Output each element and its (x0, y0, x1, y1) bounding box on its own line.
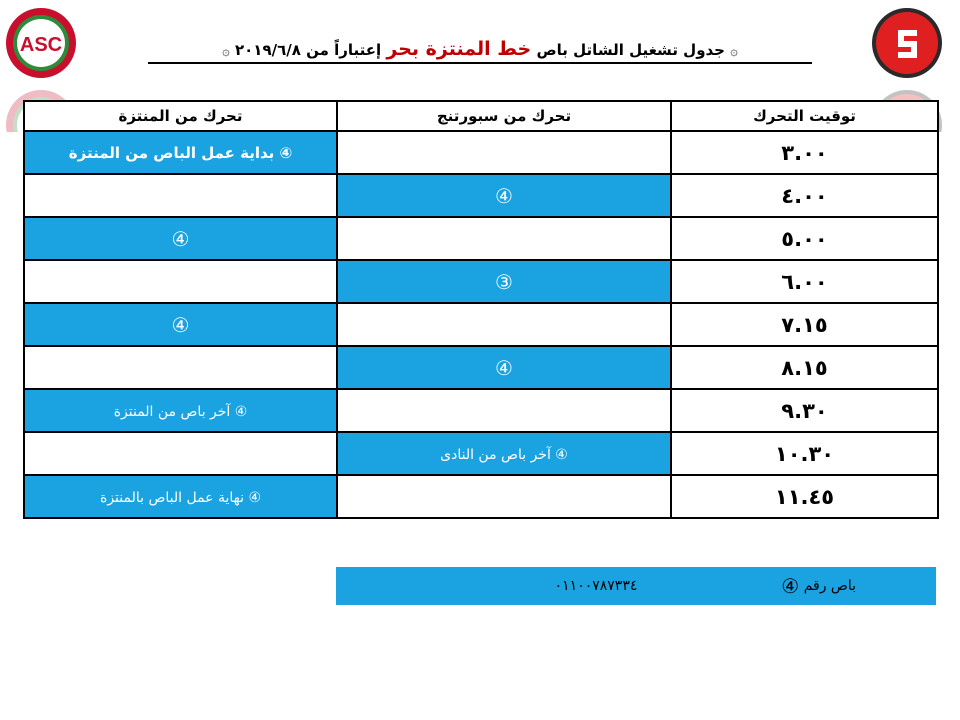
cell-sporting (337, 389, 671, 432)
cell-montaza (24, 432, 337, 475)
cell-montaza (24, 303, 337, 346)
cell-montaza (24, 217, 337, 260)
ornament-right: ۞ (730, 44, 738, 59)
table-row (24, 303, 938, 346)
cell-time: ١٠.٣٠ (671, 432, 938, 475)
bus-number-badge: ③ (495, 269, 513, 294)
cell-montaza (24, 260, 337, 303)
schedule-table (23, 100, 939, 519)
cell-sporting (337, 475, 671, 518)
contact-phone: ٠١١٠٠٧٨٧٣٣٤ (554, 578, 638, 594)
cell-montaza (24, 389, 337, 432)
header-montaza: تحرك من المنتزة (24, 101, 337, 131)
bus-number-badge: ④ (171, 226, 190, 251)
cell-time: ٩.٣٠ (671, 389, 938, 432)
header-time: توقيت التحرك (671, 101, 938, 131)
bus-number: ④ (781, 574, 800, 598)
cell-note: ④ نهاية عمل الباص بالمنتزة (99, 490, 262, 506)
cell-montaza (24, 174, 337, 217)
table-row (24, 389, 938, 432)
page-title (148, 38, 812, 64)
table-row (24, 217, 938, 260)
cell-montaza (24, 346, 337, 389)
cell-time: ٣.٠٠ (671, 131, 938, 174)
cell-note: ④ بداية عمل الباص من المنتزة (68, 144, 293, 162)
cell-montaza (24, 475, 337, 518)
title-highlight: خط المنتزة بحر (386, 38, 532, 60)
header-sporting: تحرك من سبورتنج (337, 101, 671, 131)
cell-time: ١١.٤٥ (671, 475, 938, 518)
table-row (24, 260, 938, 303)
cell-sporting (337, 303, 671, 346)
asc-logo-text: ASC (19, 34, 63, 56)
cell-time: ٨.١٥ (671, 346, 938, 389)
bus-number-badge: ④ (171, 312, 190, 337)
cell-sporting (337, 260, 671, 303)
bus-label-group (736, 574, 936, 598)
table-header-row (24, 101, 938, 131)
cell-sporting (337, 131, 671, 174)
table-row (24, 346, 938, 389)
bus-info-bar (336, 567, 936, 605)
bus-label: باص رقم (803, 578, 856, 594)
schedule-body (24, 131, 938, 518)
cell-sporting (337, 217, 671, 260)
cell-note: ④ آخر باص من النادى (440, 447, 568, 463)
cell-montaza (24, 131, 337, 174)
bus-number-badge: ④ (495, 355, 513, 380)
asc-club-logo (4, 6, 78, 80)
cell-time: ٦.٠٠ (671, 260, 938, 303)
table-row (24, 131, 938, 174)
bus-number-badge: ④ (495, 183, 513, 208)
cell-time: ٧.١٥ (671, 303, 938, 346)
cell-note: ④ آخر باص من المنتزة (113, 404, 248, 420)
cell-sporting (337, 174, 671, 217)
table-row (24, 432, 938, 475)
cell-time: ٤.٠٠ (671, 174, 938, 217)
cell-sporting (337, 346, 671, 389)
s-shield-icon (870, 6, 944, 80)
title-part1: جدول تشغيل الشاتل باص (536, 41, 725, 59)
table-row (24, 475, 938, 518)
ornament-left: ۞ (222, 44, 230, 59)
title-part2: إعتباراً من ٢٠١٩/٦/٨ (235, 41, 382, 59)
table-row (24, 174, 938, 217)
cell-sporting (337, 432, 671, 475)
cell-time: ٥.٠٠ (671, 217, 938, 260)
